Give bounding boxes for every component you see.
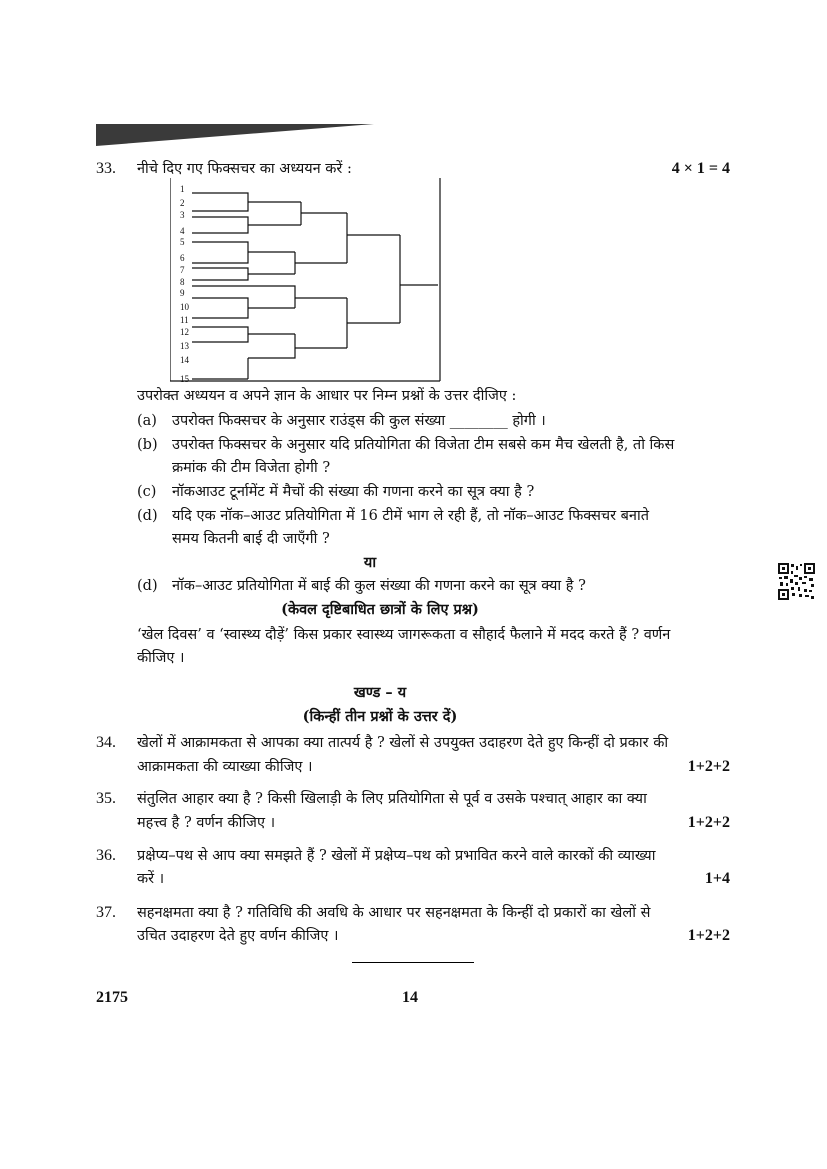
fixture-team-label: 7 <box>180 265 185 275</box>
q34-marks: 1+2+2 <box>687 758 730 775</box>
q33-alt-part-label: (d) <box>137 578 158 594</box>
fixture-team-label: 8 <box>180 277 185 287</box>
q37-line2: उचित उदाहरण देते हुए वर्णन कीजिए । <box>137 928 339 944</box>
fixture-team-label: 6 <box>180 253 185 263</box>
q33-part-d-line2: समय कितनी बाई दी जाएँगी ? <box>172 531 330 547</box>
fixture-team-label: 9 <box>180 288 185 298</box>
q33-part-a-label: (a) <box>137 413 157 429</box>
section-title: खण्ड – य <box>353 684 407 701</box>
fixture-team-label: 11 <box>180 315 189 325</box>
q33-prompt: नीचे दिए गए फिक्सचर का अध्ययन करें : <box>137 161 352 177</box>
q37-number: 37. <box>96 904 116 921</box>
q33-part-b-line1: उपरोक्त फिक्सचर के अनुसार यदि प्रतियोगिता की विजेता टीम सबसे कम मैच खेलती है, तो किस <box>172 437 675 453</box>
q34-line2: आक्रामकता की व्याख्या कीजिए । <box>137 759 313 775</box>
q34-line1: खेलों में आक्रामकता से आपका क्या तात्पर्य है ? खेलों से उपयुक्त उदाहरण देते हुए किन्हीं दो प्रकार की <box>137 735 669 751</box>
or-label: या <box>363 554 377 571</box>
q33-part-a-text: उपरोक्त फिक्सचर के अनुसार राउंड्स की कुल संख्या ________ होगी । <box>172 413 546 429</box>
q36-line2: करें । <box>137 871 165 887</box>
q35-marks: 1+2+2 <box>687 814 730 831</box>
q33-marks: 4 × 1 = 4 <box>671 160 730 177</box>
q33-part-d-label: (d) <box>137 508 158 524</box>
end-separator <box>352 962 474 963</box>
q33-instruction: उपरोक्त अध्ययन व अपने ज्ञान के आधार पर निम्न प्रश्नों के उत्तर दीजिए : <box>137 388 517 404</box>
q33-part-d-line1: यदि एक नॉक–आउट प्रतियोगिता में 16 टीमें भाग ले रही हैं, तो नॉक–आउट फिक्सचर बनाते <box>172 508 649 524</box>
fixture-team-label: 13 <box>180 341 189 351</box>
knockout-fixture-diagram <box>170 178 445 386</box>
q36-number: 36. <box>96 847 116 864</box>
fixture-team-label: 14 <box>180 355 189 365</box>
fixture-team-label: 5 <box>180 237 185 247</box>
q36-marks: 1+4 <box>704 870 730 887</box>
fixture-team-label: 12 <box>180 327 189 337</box>
q34-number: 34. <box>96 734 116 751</box>
q33-part-c-text: नॉकआउट टूर्नामेंट में मैचों की संख्या की गणना करने का सूत्र क्या है ? <box>172 484 535 500</box>
fixture-team-label: 10 <box>180 302 189 312</box>
q33-number: 33. <box>96 160 116 177</box>
q37-marks: 1+2+2 <box>687 927 730 944</box>
page-number: 14 <box>402 989 418 1006</box>
q35-number: 35. <box>96 790 116 807</box>
q33-alt-part-text: नॉक–आउट प्रतियोगिता में बाई की कुल संख्या की गणना करने का सूत्र क्या है ? <box>172 578 586 594</box>
fixture-team-label: 1 <box>180 184 185 194</box>
vi-question-line2: कीजिए । <box>137 650 185 666</box>
fixture-team-label: 4 <box>180 226 185 236</box>
vi-heading: (केवल दृष्टिबाधित छात्रों के लिए प्रश्न) <box>281 601 479 618</box>
q36-line1: प्रक्षेप्य–पथ से आप क्या समझते हैं ? खेलों में प्रक्षेप्य–पथ को प्रभावित करने वाले कारकों की व्याख्या <box>137 848 656 864</box>
fixture-team-label: 2 <box>180 198 185 208</box>
q33-part-c-label: (c) <box>137 484 157 500</box>
fixture-team-label: 15 <box>180 374 189 384</box>
paper-code: 2175 <box>96 989 128 1006</box>
q33-part-b-line2: क्रमांक की टीम विजेता होगी ? <box>172 460 331 476</box>
q33-part-b-label: (b) <box>137 437 158 453</box>
qr-code <box>778 563 815 600</box>
q35-line2: महत्त्व है ? वर्णन कीजिए । <box>137 815 276 831</box>
header-bar <box>96 124 374 146</box>
q37-line1: सहनक्षमता क्या है ? गतिविधि की अवधि के आधार पर सहनक्षमता के किन्हीं दो प्रकारों का खेलों से <box>137 905 651 921</box>
section-instruction: (किन्हीं तीन प्रश्नों के उत्तर दें) <box>302 708 458 725</box>
q35-line1: संतुलित आहार क्या है ? किसी खिलाड़ी के लिए प्रतियोगिता से पूर्व व उसके पश्चात् आहार का क्या <box>137 791 647 807</box>
fixture-team-label: 3 <box>180 210 185 220</box>
vi-question-line1: ‘खेल दिवस’ व ‘स्वास्थ्य दौड़ें’ किस प्रकार स्वास्थ्य जागरूकता व सौहार्द फैलाने में मदद करते हैं ? वर्णन <box>137 627 671 643</box>
